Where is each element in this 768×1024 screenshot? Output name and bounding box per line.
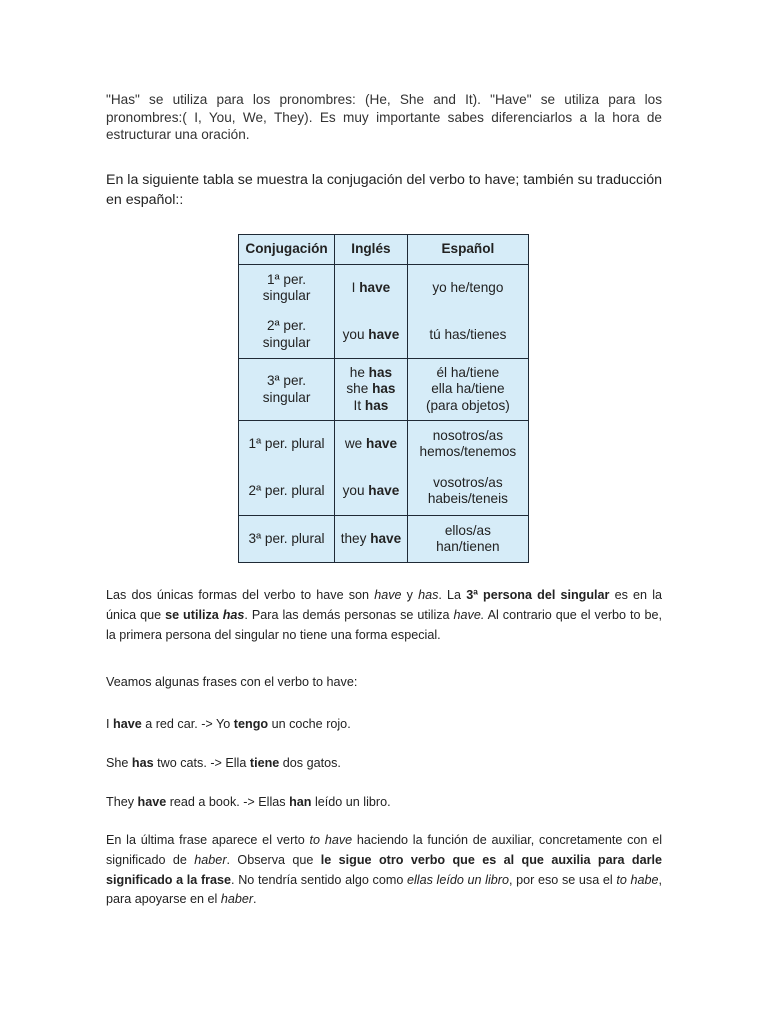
table-row	[239, 312, 529, 359]
cell-spanish: ellos/as han/tienen	[407, 516, 528, 563]
table-row	[239, 421, 529, 468]
example-sentence: She has two cats. -> Ella tiene dos gatos.	[106, 756, 341, 770]
cell-english: I have	[335, 265, 408, 312]
example-sentence: They have read a book. -> Ellas han leído un libro.	[106, 795, 391, 809]
cell-english: we have	[335, 421, 408, 468]
cell-conjugation: 3ª per. plural	[239, 516, 335, 563]
table-lead-paragraph: En la siguiente tabla se muestra la conjugación del verbo to have; también su traducción en español::	[106, 172, 663, 208]
cell-conjugation: 1ª per. singular	[239, 265, 335, 312]
closing-paragraph: En la última frase aparece el verto to have haciendo la función de auxiliar, concretamente con el significado de haber. Observa que le sigue otro verbo que es al que auxilia para darle significado a la frase. No tendría sentido algo como ellas leído un libro, por eso se usa el to habe, para apoyarse en el haber.	[106, 833, 663, 907]
table-header-row	[239, 235, 529, 265]
header-ingles: Inglés	[335, 235, 408, 265]
table-row	[239, 516, 529, 563]
table-row	[239, 359, 529, 421]
examples-intro: Veamos algunas frases con el verbo to have:	[106, 675, 358, 689]
table-row	[239, 265, 529, 312]
cell-english: he has she has It has	[335, 359, 408, 421]
header-espanol: Español	[407, 235, 528, 265]
table-row	[239, 468, 529, 516]
cell-spanish: nosotros/as hemos/tenemos	[407, 421, 528, 468]
example-sentence: I have a red car. -> Yo tengo un coche rojo.	[106, 717, 351, 731]
cell-english: they have	[335, 516, 408, 563]
cell-conjugation: 1ª per. plural	[239, 421, 335, 468]
cell-english: you have	[335, 312, 408, 359]
cell-conjugation: 2ª per. singular	[239, 312, 335, 359]
cell-spanish: vosotros/as habeis/teneis	[407, 468, 528, 516]
cell-conjugation: 3ª per. singular	[239, 359, 335, 421]
header-conjugacion: Conjugación	[239, 235, 335, 265]
cell-spanish: yo he/tengo	[407, 265, 528, 312]
forms-paragraph: Las dos únicas formas del verbo to have son have y has. La 3ª persona del singular es en la única que se utiliza has. Para las demás personas se utiliza have. Al contrario que el verbo to be, la primera persona del singular no tiene una forma especial.	[106, 588, 663, 642]
intro-paragraph: "Has" se utiliza para los pronombres: (He, She and It). "Have" se utiliza para los pronombres:( I, You, We, They). Es muy importante sabes diferenciarlos a la hora de estructurar una oración.	[106, 92, 662, 142]
cell-english: you have	[335, 468, 408, 516]
cell-spanish: él ha/tiene ella ha/tiene (para objetos)	[407, 359, 528, 421]
cell-conjugation: 2ª per. plural	[239, 468, 335, 516]
cell-spanish: tú has/tienes	[407, 312, 528, 359]
conjugation-table	[238, 234, 529, 563]
